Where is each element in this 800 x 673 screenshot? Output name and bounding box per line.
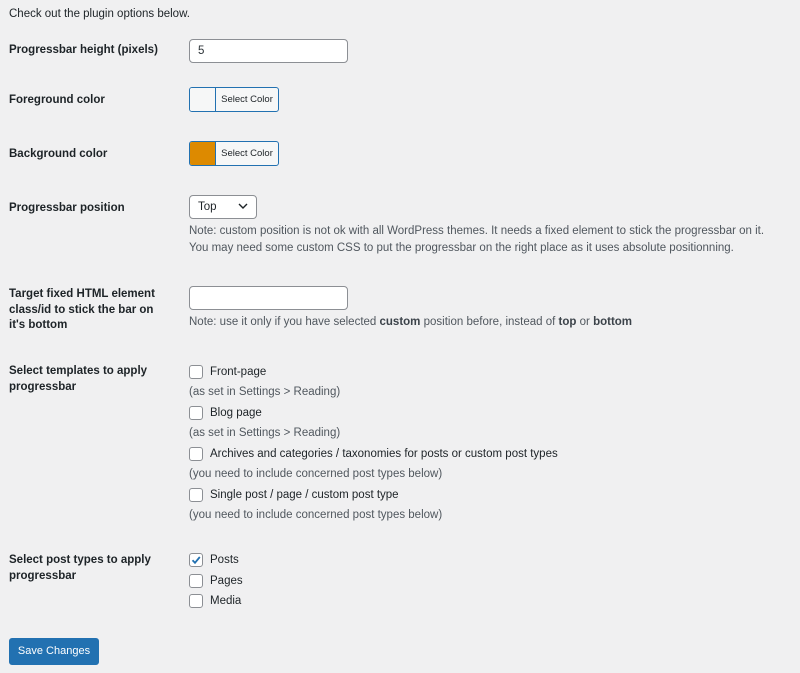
post-type-option-media[interactable]: [189, 593, 241, 609]
foreground-select-color-label: Select Color: [221, 94, 273, 105]
foreground-color-label: Foreground color: [9, 94, 105, 106]
foreground-color-picker[interactable]: [189, 87, 279, 112]
target-label: [9, 287, 179, 334]
target-label-line-3: it's bottom: [9, 319, 68, 331]
position-note-line-2: You may need some custom CSS to put the progressbar on the right place as it uses absolute positionning.: [189, 242, 734, 254]
post-type-option-pages[interactable]: [189, 573, 243, 589]
checkbox[interactable]: [189, 488, 203, 502]
target-note: [189, 314, 632, 331]
intro-text: Check out the plugin options below.: [9, 8, 190, 20]
position-note-line-1: Note: custom position is not ok with all WordPress themes. It needs a fixed element to stick the progressbar on it.: [189, 225, 765, 237]
template-hint: (you need to include concerned post types below): [189, 468, 443, 480]
target-note-top: top: [558, 316, 577, 328]
checkbox[interactable]: [189, 574, 203, 588]
background-select-color-label: Select Color: [221, 148, 273, 159]
height-label: Progressbar height (pixels): [9, 44, 158, 56]
target-label-line-1: Target fixed HTML element: [9, 288, 155, 300]
background-color-swatch: [190, 142, 216, 165]
template-hint: (as set in Settings > Reading): [189, 427, 341, 439]
post-type-option-posts[interactable]: [189, 552, 239, 568]
target-note-mid: position before, instead of: [423, 316, 556, 328]
template-option-front-page[interactable]: [189, 364, 266, 380]
template-hint: (you need to include concerned post types below): [189, 509, 443, 521]
target-label-line-2: class/id to stick the bar on: [9, 303, 154, 316]
checkbox[interactable]: [189, 406, 203, 420]
background-color-picker[interactable]: [189, 141, 279, 166]
post-types-label: [9, 553, 179, 584]
template-option-archives[interactable]: [189, 446, 558, 462]
post-types-label-line-2: progressbar: [9, 569, 77, 582]
target-note-custom: custom: [379, 316, 421, 328]
checkbox-label: Archives and categories / taxonomies for posts or custom post types: [210, 448, 558, 460]
checkbox-label: Blog page: [210, 407, 262, 419]
template-hint: (as set in Settings > Reading): [189, 386, 341, 398]
save-changes-button[interactable]: Save Changes: [9, 638, 99, 665]
target-note-prefix: Note: use it only if you have selected: [189, 316, 377, 328]
checkbox-label: Posts: [210, 554, 239, 566]
templates-label: [9, 364, 179, 395]
post-types-label-line-1: Select post types to apply: [9, 554, 151, 566]
position-select-value: Top: [198, 201, 217, 213]
templates-label-line-2: progressbar: [9, 380, 77, 393]
checkbox[interactable]: [189, 553, 203, 567]
checkbox-label: Front-page: [210, 366, 267, 378]
target-note-bottom: bottom: [593, 316, 633, 328]
foreground-color-swatch: [190, 88, 216, 111]
templates-label-line-1: Select templates to apply: [9, 365, 148, 377]
checkmark-icon: [190, 554, 202, 566]
target-element-input[interactable]: [189, 286, 348, 310]
background-color-label: Background color: [9, 148, 108, 160]
checkbox[interactable]: [189, 447, 203, 461]
template-option-single[interactable]: [189, 487, 399, 503]
checkbox-label: Single post / page / custom post type: [210, 489, 399, 501]
checkbox[interactable]: [189, 594, 203, 608]
position-label: Progressbar position: [9, 202, 125, 214]
checkbox[interactable]: [189, 365, 203, 379]
height-input[interactable]: [189, 39, 348, 63]
target-note-or: or: [579, 316, 590, 328]
checkbox-label: Pages: [210, 575, 243, 587]
position-select[interactable]: [189, 195, 257, 219]
checkbox-label: Media: [210, 595, 242, 607]
chevron-down-icon: [238, 202, 248, 210]
template-option-blog-page[interactable]: [189, 405, 262, 421]
